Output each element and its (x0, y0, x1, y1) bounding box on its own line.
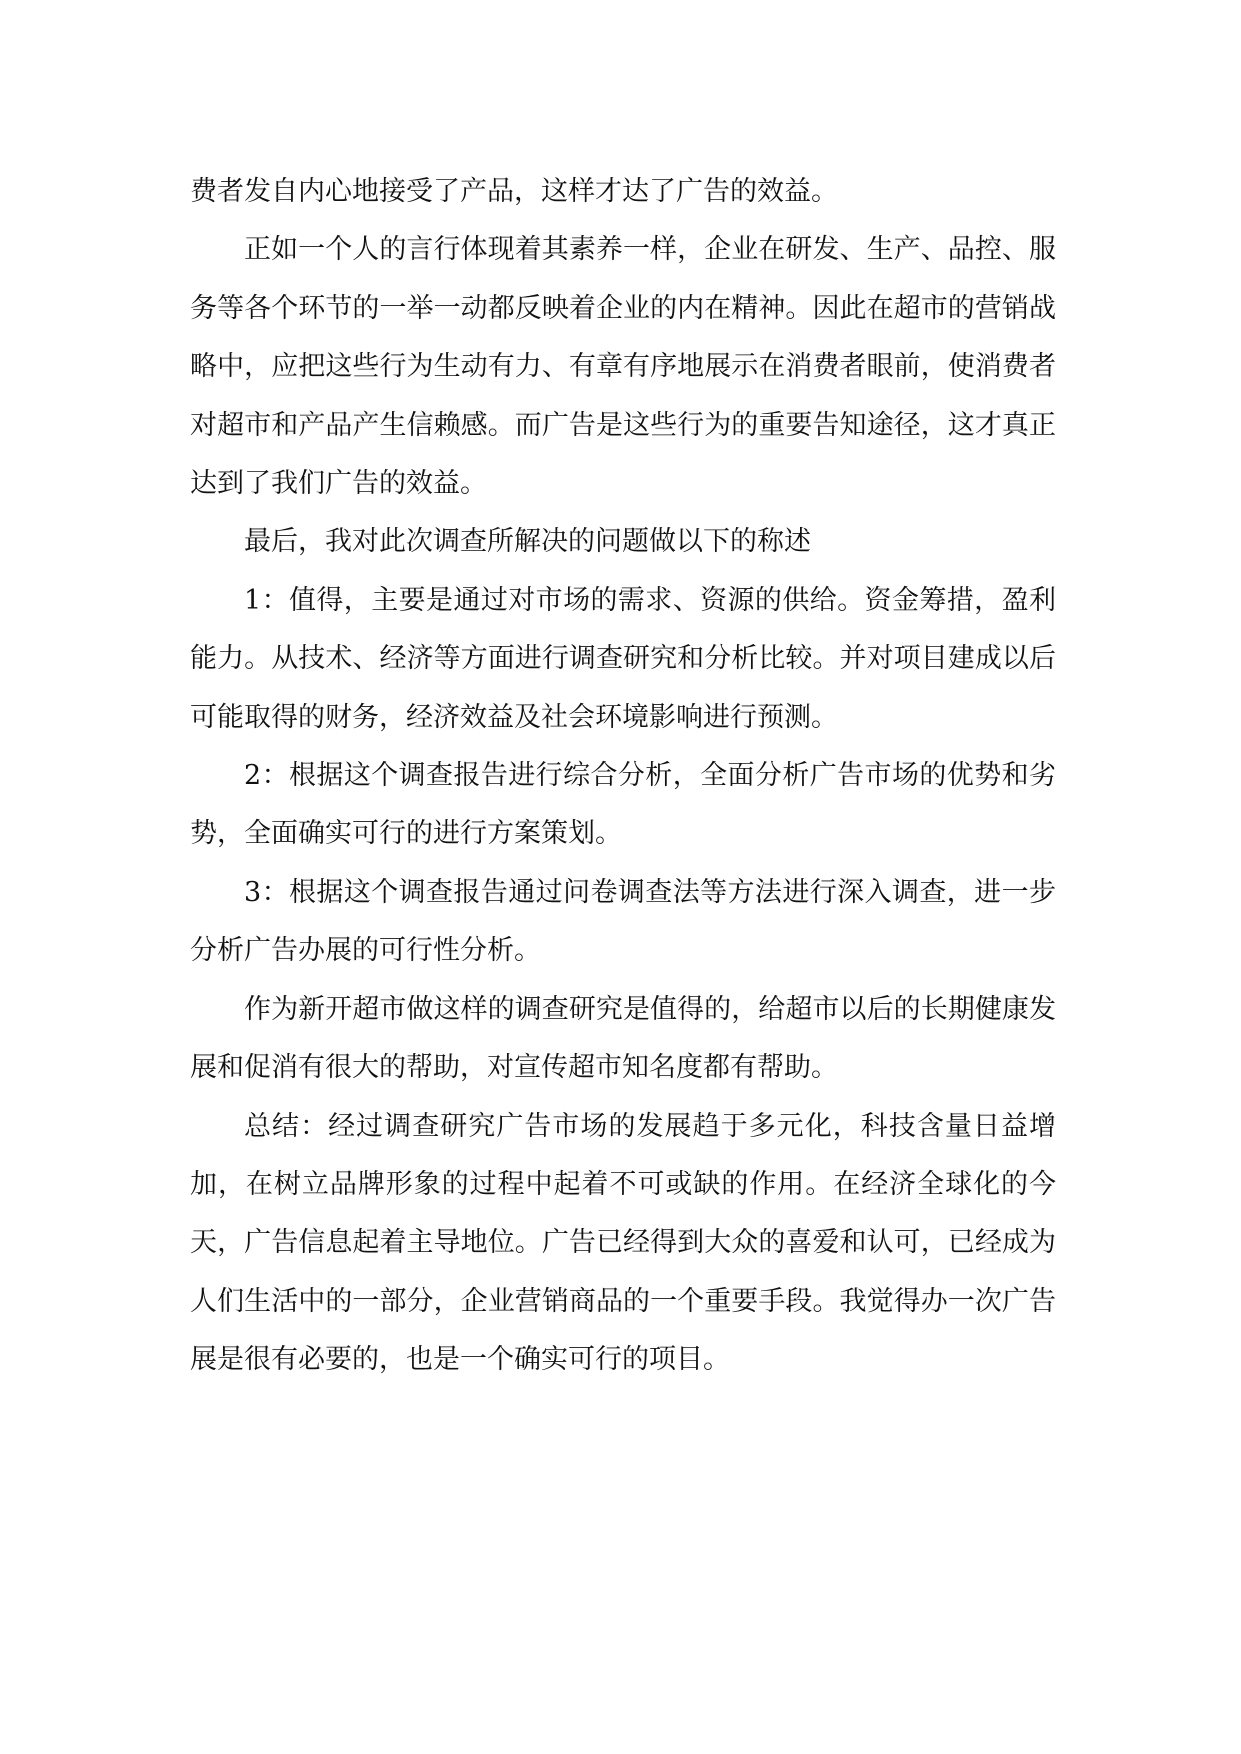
document-body (190, 163, 1056, 1390)
paragraph-continuation: 费者发自内心地接受了产品，这样才达了广告的效益。 (190, 176, 838, 207)
paragraph-worth-statement: 作为新开超市做这样的调查研究是值得的，给超市以后的长期健康发展和促消有很大的帮助，对宣传超市知名度都有帮助。 (190, 993, 1056, 1084)
paragraph-summary: 总结：经过调查研究广告市场的发展趋于多元化，科技含量日益增加，在树立品牌形象的过程中起着不可或缺的作用。在经济全球化的今天，广告信息起着主导地位。广告已经得到大众的喜爱和认可，已经成为人们生活中的一部分，企业营销商品的一个重要手段。我觉得办一次广告展是很有必要的，也是一个确实可行的项目。 (190, 1110, 1056, 1376)
paragraph-conclusion-intro: 最后，我对此次调查所解决的问题做以下的称述 (244, 526, 811, 558)
paragraph-corporate-behavior: 正如一个人的言行体现着其素养一样，企业在研发、生产、品控、服务等各个环节的一举一动都反映着企业的内在精神。因此在超市的营销战略中，应把这些行为生动有力、有章有序地展示在消费者眼前，使消费者对超市和产品产生信赖感。而广告是这些行为的重要告知途径，这才真正达到了我们广告的效益。 (190, 234, 1056, 500)
paragraph-point-3: 3：根据这个调查报告通过问卷调查法等方法进行深入调查，进一步分析广告办展的可行性分析。 (190, 876, 1056, 967)
paragraph-point-1: 1：值得，主要是通过对市场的需求、资源的供给。资金筹措，盈利能力。从技术、经济等方面进行调查研究和分析比较。并对项目建成以后可能取得的财务，经济效益及社会环境影响进行预测。 (190, 584, 1056, 733)
paragraph-point-2: 2：根据这个调查报告进行综合分析，全面分析广告市场的优势和劣势，全面确实可行的进行方案策划。 (190, 760, 1056, 850)
